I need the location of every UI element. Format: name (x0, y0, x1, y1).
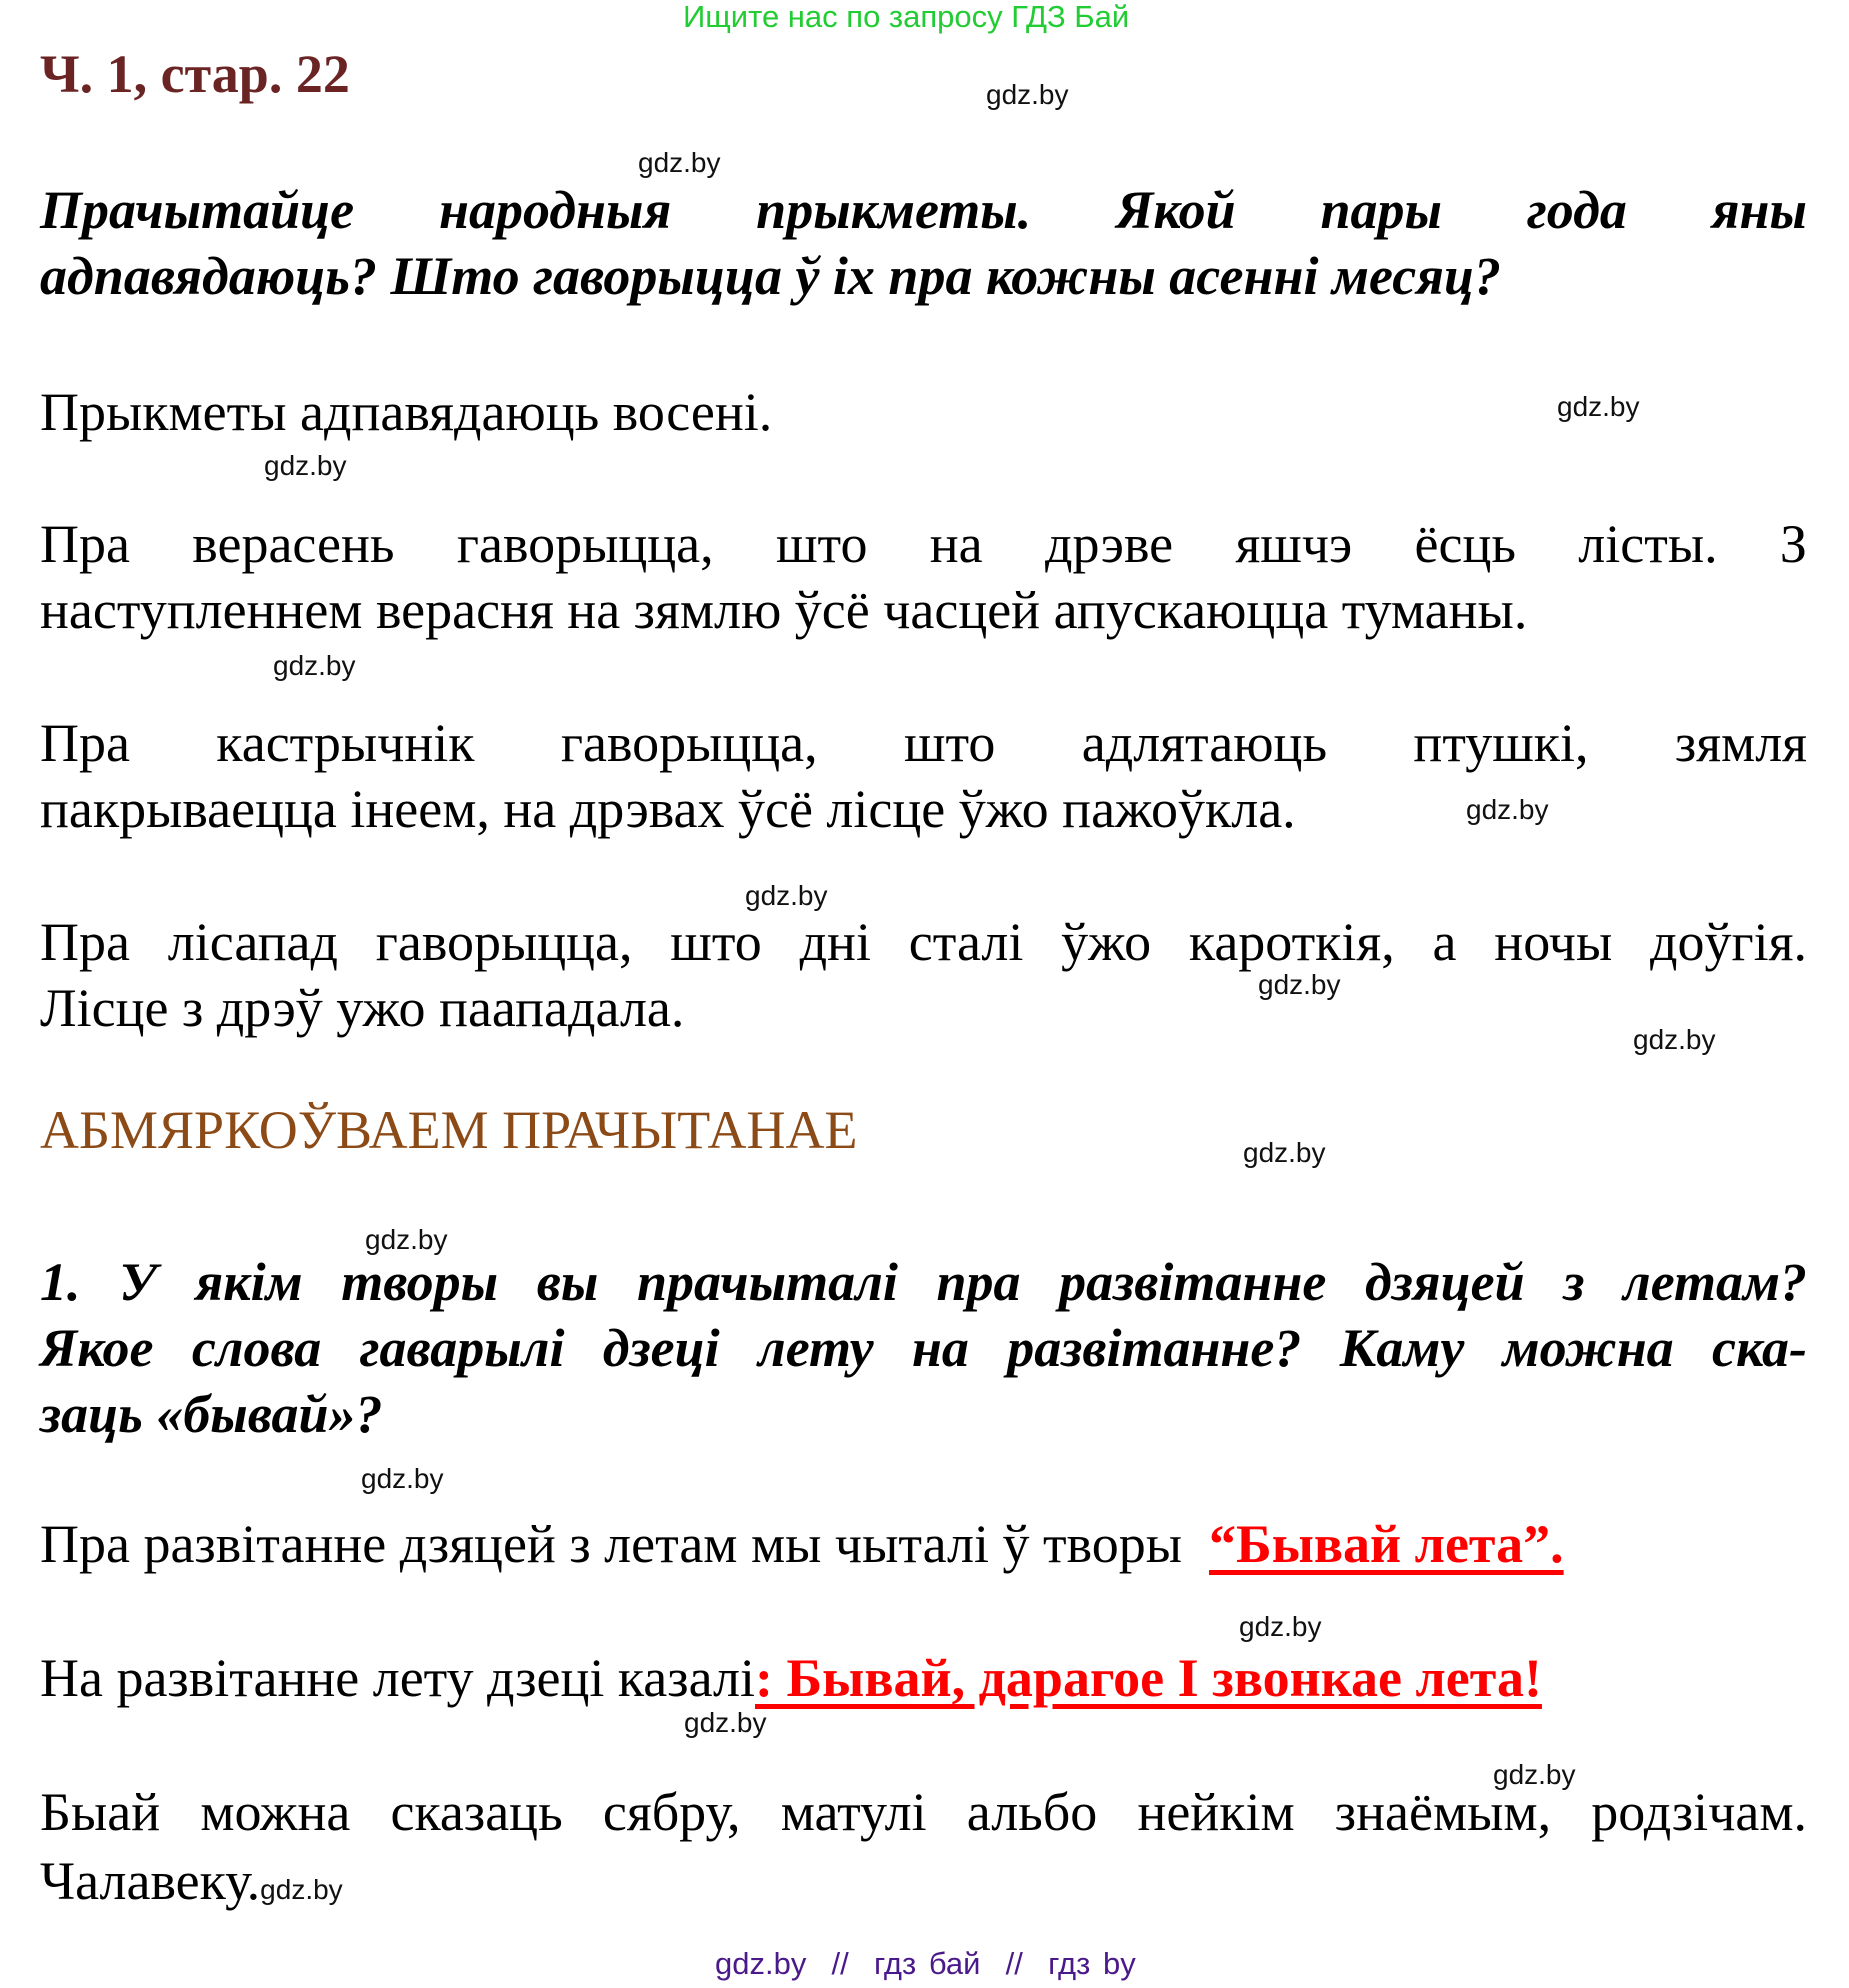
watermark: gdz.by (1243, 1137, 1326, 1168)
search-banner: Ищите нас по запросу ГДЗ Бай (683, 0, 1130, 34)
answer1-line-2 (40, 1648, 1542, 1708)
october-line-1: Пра кастрычнік гаворыцца, што адлятаюць птушкі, зямля (40, 713, 1807, 773)
watermark: gdz.by (365, 1224, 448, 1255)
watermark: gdz.by (745, 880, 828, 911)
answer1-line-4-text: Чалавеку. (40, 1851, 261, 1911)
question1-line-1: 1. У якім творы вы прачыталі пра развітанне дзяцей з летам? (40, 1252, 1807, 1312)
october-line-2: пакрываецца інеем, на дрэвах ўсё лісце ўжо пажоўкла. (40, 779, 1296, 839)
page-title: Ч. 1, стар. 22 (40, 44, 350, 104)
task-line-2: адпавядаюць? Што гаворыцца ў іх пра кожны асенні месяц? (40, 246, 1502, 306)
september-line-1: Пра верасень гаворыцца, што на дрэве яшчэ ёсць лісты. З (40, 514, 1807, 574)
watermark: gdz.by (1466, 794, 1549, 825)
september-line-2: наступленнем верасня на зямлю ўсё часцей апускаюцца туманы. (40, 580, 1528, 640)
work-title-highlight: “Бывай лета”. (1209, 1514, 1564, 1574)
question1-line-2: Якое слова гаварылі дзеці лету на развітанне? Каму можна ска- (40, 1318, 1807, 1378)
answer1-line-1-text: Пра развітанне дзяцей з летам мы чыталі ў творы (40, 1514, 1183, 1574)
watermark: gdz.by (260, 1874, 343, 1905)
watermark: gdz.by (986, 79, 1069, 110)
footer-links: gdz.by // гдз бай // гдз by (715, 1946, 1136, 1981)
watermark: gdz.by (684, 1707, 767, 1738)
watermark: gdz.by (1493, 1759, 1576, 1790)
watermark: gdz.by (273, 650, 356, 681)
question1-line-3: заць «бывай»? (40, 1384, 383, 1444)
watermark: gdz.by (1557, 391, 1640, 422)
november-line-1: Пра лісапад гаворыцца, што дні сталі ўжо кароткія, а ночы доўгія. (40, 912, 1807, 972)
watermark: gdz.by (361, 1463, 444, 1494)
task-line-1: Прачытайце народныя прыкметы. Якой пары года яны (40, 180, 1807, 240)
watermark: gdz.by (638, 147, 721, 178)
watermark: gdz.by (1239, 1611, 1322, 1642)
farewell-phrase-highlight: : Бывай, дарагое І звонкае лета! (755, 1648, 1542, 1708)
answer1-line-3: Быай можна сказаць сябру, матулі альбо нейкім знаёмым, родзічам. (40, 1782, 1807, 1842)
answer-intro: Прыкметы адпавядаюць восені. (40, 382, 773, 442)
watermark: gdz.by (1258, 969, 1341, 1000)
november-line-2: Лісце з дрэў ужо паападала. (40, 978, 685, 1038)
answer1-line-2-text: На развітанне лету дзеці казалі (40, 1648, 755, 1708)
section-heading: АБМЯРКОЎВАЕМ ПРАЧЫТАНАЕ (40, 1100, 858, 1160)
watermark: gdz.by (1633, 1024, 1716, 1055)
answer1-line-1 (40, 1514, 1564, 1574)
answer1-line-4 (40, 1851, 343, 1911)
watermark: gdz.by (264, 450, 347, 481)
